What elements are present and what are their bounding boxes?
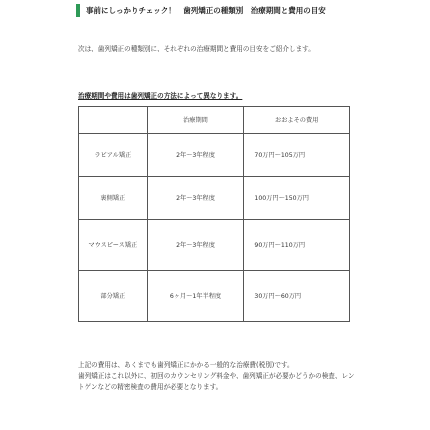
emphasis-note: 治療期間や費用は歯列矯正の方法によって異なります。 — [78, 92, 243, 100]
table-row — [79, 134, 350, 177]
treatment-period: 2年～3年程度 — [147, 220, 244, 271]
treatment-cost: 70万円～105万円 — [244, 134, 350, 177]
section-heading: 事前にしっかりチェック！ 歯列矯正の種類別 治療期間と費用の目安 — [76, 4, 386, 17]
treatment-cost: 100万円～150万円 — [244, 177, 350, 220]
table-row — [79, 271, 350, 322]
orthodontic-type: ラビアル矯正 — [79, 134, 148, 177]
treatment-cost: 90万円～110万円 — [244, 220, 350, 271]
closing-paragraph-1: 上記の費用は、あくまでも歯列矯正にかかる一般的な治療費(税別)です。 — [78, 361, 294, 369]
treatment-cost: 30万円～60万円 — [244, 271, 350, 322]
orthodontic-type: マウスピース矯正 — [79, 220, 148, 271]
cost-table — [78, 106, 350, 322]
table-header-cost: おおよその費用 — [244, 107, 350, 134]
table-header-row — [79, 107, 350, 134]
intro-paragraph: 次は、歯列矯正の種類別に、それぞれの治療期間と費用の目安をご紹介します。 — [78, 45, 315, 53]
table-header-period: 治療期間 — [147, 107, 244, 134]
table-row — [79, 220, 350, 271]
orthodontic-type: 裏側矯正 — [79, 177, 148, 220]
closing-paragraph-2: 歯列矯正はこれ以外に、初回のカウンセリング料金や、歯列矯正が必要かどうかの検査、レントゲンなどの精密検査の費用が必要となります。 — [78, 372, 355, 391]
treatment-period: 2年～3年程度 — [147, 177, 244, 220]
table-row — [79, 177, 350, 220]
treatment-period: 6ヶ月～1年半程度 — [147, 271, 244, 322]
treatment-period: 2年～3年程度 — [147, 134, 244, 177]
table-header-blank — [79, 107, 148, 134]
orthodontic-type: 部分矯正 — [79, 271, 148, 322]
closing-text — [78, 360, 358, 393]
